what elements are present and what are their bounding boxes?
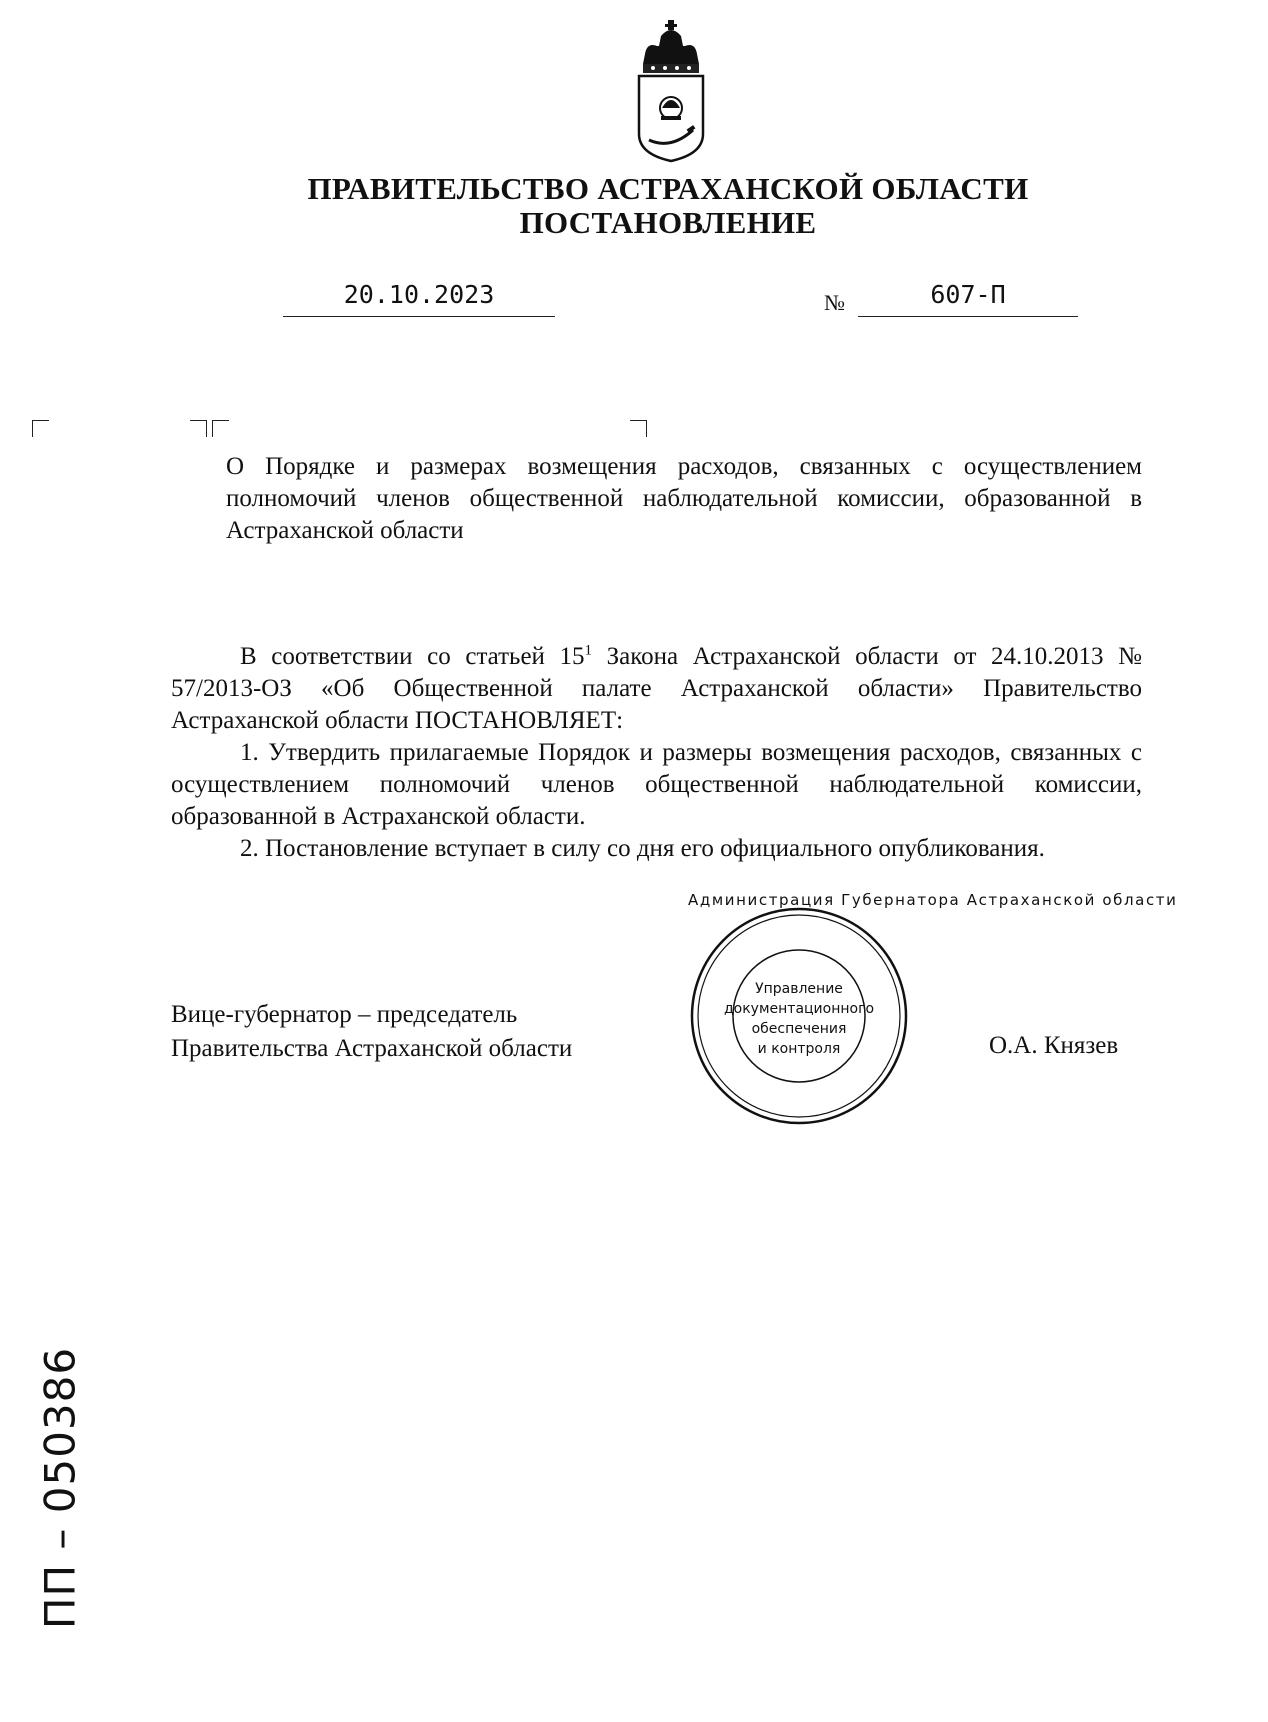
title-bracket-right — [630, 420, 647, 437]
number-label: № — [824, 290, 845, 315]
astrakhan-coat-of-arms-icon — [631, 16, 711, 164]
signatory-name: О.А. Князев — [989, 1032, 1119, 1059]
article-superscript: 1 — [584, 642, 593, 659]
item-1-paragraph: 1. Утвердить прилагаемые Порядок и размеры возмещения расходов, связанных с осуществлением полномочий членов общественной наблюдательной комиссии, образованной в Астраханской области. — [171, 739, 1142, 830]
preamble-text-start: В соответствии со статьей 15 — [240, 643, 585, 670]
item-2-paragraph: 2. Постановление вступает в силу со дня его официального опубликования. — [240, 835, 1045, 862]
government-title: ПРАВИТЕЛЬСТВО АСТРАХАНСКОЙ ОБЛАСТИ — [307, 171, 1029, 206]
position-line-2: Правительства Астраханской области — [171, 1035, 573, 1062]
stamp-center-line-3: обеспечения — [751, 1021, 847, 1037]
position-line-1: Вице-губернатор – председатель — [171, 1001, 518, 1028]
preamble-text-end: Закона Астраханской области от 24.10.2013 № 57/2013-ОЗ «Об Общественной палате Астраханской области» Правительство Астраханской области ПОСТАНОВЛЯЕТ: — [171, 643, 1143, 734]
document-type-title: ПОСТАНОВЛЕНИЕ — [519, 205, 817, 240]
title-bracket-left-end — [190, 420, 207, 437]
document-number: 607-П — [858, 280, 1078, 317]
resolution-subject: О Порядке и размерах возмещения расходов, связанных с осуществлением полномочий членов общественной наблюдательной комиссии, образованной в Астраханской области — [226, 453, 1142, 544]
preamble-paragraph — [171, 641, 1142, 737]
stamp-center-line-4: и контроля — [757, 1041, 841, 1057]
margin-corner-mark — [32, 420, 49, 437]
signatory-position — [171, 998, 572, 1066]
resolution-body — [171, 641, 1142, 865]
serial-text: ПП – 050386 — [35, 1346, 85, 1630]
form-serial-number — [32, 1346, 88, 1630]
stamp-ring-text: Администрация Губернатора Астраханской области — [688, 891, 1178, 909]
stamp-center-line-1: Управление — [755, 981, 843, 997]
stamp-center-line-2: документационного — [723, 1001, 875, 1017]
document-date: 20.10.2023 — [283, 280, 555, 317]
title-bracket-left — [212, 420, 229, 437]
